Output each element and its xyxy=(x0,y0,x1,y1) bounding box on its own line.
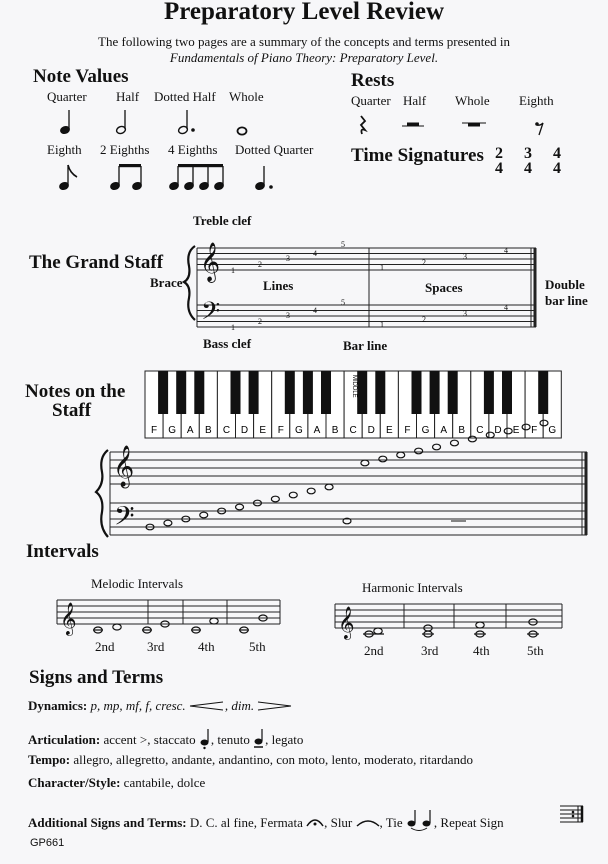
articulation-legato: , legato xyxy=(265,732,304,747)
dynamics-label: Dynamics: xyxy=(28,698,88,713)
key-letter-label: C xyxy=(349,425,357,436)
character-text: cantabile, dolce xyxy=(123,775,206,790)
key-letter-label: E xyxy=(512,425,520,436)
note-label-dotted-half: Dotted Half xyxy=(154,89,216,104)
treble-clef-icon: 𝄞 xyxy=(60,602,77,635)
harmonic-label-4th: 4th xyxy=(473,643,490,658)
melodic-intervals-title: Melodic Intervals xyxy=(91,576,184,591)
additional-dc: D. C. al fine, Fermata xyxy=(189,815,303,830)
note-label-half: Half xyxy=(116,89,140,104)
grand-staff-heading: The Grand Staff xyxy=(29,252,164,273)
character-label: Character/Style: xyxy=(28,775,121,790)
key-letter-label: G xyxy=(421,425,430,436)
rest-label-half: Half xyxy=(403,93,427,108)
double-bar-line-label: Double xyxy=(545,277,585,292)
key-letter-label: D xyxy=(494,425,502,436)
note-label-quarter: Quarter xyxy=(47,89,87,104)
additional-tie: , Tie xyxy=(379,815,403,830)
additional-label: Additional Signs and Terms: xyxy=(28,815,187,830)
rest-label-quarter: Quarter xyxy=(351,93,391,108)
key-letter-label: G xyxy=(168,425,177,436)
time-signature-4-4: 4 4 xyxy=(553,145,561,177)
key-letter-label: F xyxy=(277,425,284,436)
bass-line-number: 1 xyxy=(231,323,235,332)
key-letter-label: G xyxy=(548,425,557,436)
bass-clef-icon: 𝄢 xyxy=(201,297,221,332)
harmonic-intervals-title: Harmonic Intervals xyxy=(362,580,463,595)
bass-space-number: 4 xyxy=(504,303,508,312)
note-label-dotted-quarter: Dotted Quarter xyxy=(235,142,314,157)
key-letter-label: A xyxy=(440,425,447,436)
double-bar-line-label-2: bar line xyxy=(545,293,588,308)
treble-clef-icon: 𝄞 xyxy=(113,446,135,487)
key-letter-label: C xyxy=(222,425,231,436)
bass-space-number: 1 xyxy=(380,320,384,329)
rest-label-eighth: Eighth xyxy=(519,93,554,108)
time-signature-2-4: 2 4 xyxy=(495,145,503,177)
treble-clef-icon: 𝄞 xyxy=(338,606,355,639)
additional-slur: , Slur xyxy=(324,815,353,830)
key-letter-label: G xyxy=(294,425,303,436)
treble-space-number: 1 xyxy=(380,263,384,272)
rest-label-whole: Whole xyxy=(455,93,490,108)
notes-on-staff-heading: Notes on the xyxy=(25,381,126,402)
key-letter-label: F xyxy=(150,425,158,436)
treble-line-number: 4 xyxy=(313,249,317,258)
tempo-label: Tempo: xyxy=(28,752,71,767)
spaces-label: Spaces xyxy=(425,280,463,295)
harmonic-label-3rd: 3rd xyxy=(421,643,439,658)
treble-space-number: 4 xyxy=(504,246,508,255)
dynamics-text: p, mp, mf, f, cresc. xyxy=(90,698,186,713)
note-label-eighth: Eighth xyxy=(47,142,82,157)
bass-line-number: 4 xyxy=(313,306,317,315)
note-label-4-eighths: 4 Eighths xyxy=(168,142,218,157)
key-letter-label: B xyxy=(205,425,212,436)
key-letter-label: E xyxy=(259,425,266,436)
treble-line-number: 1 xyxy=(231,266,235,275)
intro-book-title: Fundamentals of Piano Theory: Preparatory Level. xyxy=(169,50,439,65)
tempo-text: allegro, allegretto, andante, andantino, con moto, lento, moderato, ritardando xyxy=(73,752,474,767)
articulation-tenuto: , tenuto xyxy=(210,732,250,747)
page-title: Preparatory Level Review xyxy=(164,0,444,25)
articulation-label: Articulation: xyxy=(28,732,101,747)
bass-line-number: 5 xyxy=(341,298,345,307)
intro-text: The following two pages are a summary of the concepts and terms presented in xyxy=(98,34,510,49)
key-letter-label: B xyxy=(331,425,339,436)
melodic-label-3rd: 3rd xyxy=(147,639,165,654)
bar-line-label: Bar line xyxy=(343,338,388,353)
key-letter-label: D xyxy=(367,425,375,436)
key-letter-label: D xyxy=(240,425,249,436)
key-letter-label: F xyxy=(404,425,411,436)
bass-space-number: 3 xyxy=(463,309,467,318)
key-letter-label: C xyxy=(476,425,484,436)
bass-clef-label: Bass clef xyxy=(203,336,252,351)
treble-clef-icon: 𝄞 xyxy=(200,242,221,282)
melodic-label-5th: 5th xyxy=(249,639,266,654)
key-letter-label: B xyxy=(458,425,466,436)
key-letter-label: A xyxy=(313,425,321,436)
bass-space-number: 2 xyxy=(422,315,426,324)
bass-clef-icon: 𝄢 xyxy=(114,500,135,538)
melodic-label-2nd: 2nd xyxy=(95,639,115,654)
rests-heading: Rests xyxy=(351,70,395,91)
time-signatures-heading: Time Signatures xyxy=(351,145,484,166)
treble-space-number: 2 xyxy=(422,258,426,267)
note-label-2-eighths: 2 Eighths xyxy=(100,142,150,157)
brace-label: Brace xyxy=(150,275,183,290)
treble-line-number: 3 xyxy=(286,254,290,263)
key-letter-label: F xyxy=(531,425,538,436)
time-signature-3-4: 3 4 xyxy=(524,145,532,177)
intervals-heading: Intervals xyxy=(26,541,99,562)
harmonic-label-2nd: 2nd xyxy=(364,643,384,658)
middle-c-label: MIDDLE xyxy=(351,375,358,398)
additional-repeat: , Repeat Sign xyxy=(433,815,504,830)
treble-line-number: 5 xyxy=(341,240,345,249)
treble-line-number: 2 xyxy=(258,260,262,269)
lines-label: Lines xyxy=(263,278,294,293)
note-label-whole: Whole xyxy=(229,89,264,104)
melodic-label-4th: 4th xyxy=(198,639,215,654)
key-letter-label: A xyxy=(186,425,194,436)
notes-on-staff-heading-2: Staff xyxy=(52,400,92,421)
harmonic-label-5th: 5th xyxy=(527,643,544,658)
note-values-heading: Note Values xyxy=(33,66,129,87)
bass-line-number: 3 xyxy=(286,311,290,320)
articulation-staccato: , staccato xyxy=(147,732,196,747)
footer-code: GP661 xyxy=(30,837,65,849)
key-letter-label: E xyxy=(386,425,393,436)
treble-clef-label: Treble clef xyxy=(193,213,252,228)
dynamics-dim: , dim. xyxy=(224,698,255,713)
treble-space-number: 3 xyxy=(463,252,467,261)
signs-terms-heading: Signs and Terms xyxy=(29,667,164,688)
articulation-accent: accent xyxy=(103,732,137,747)
bass-line-number: 2 xyxy=(258,317,262,326)
accent-icon: > xyxy=(139,732,148,747)
